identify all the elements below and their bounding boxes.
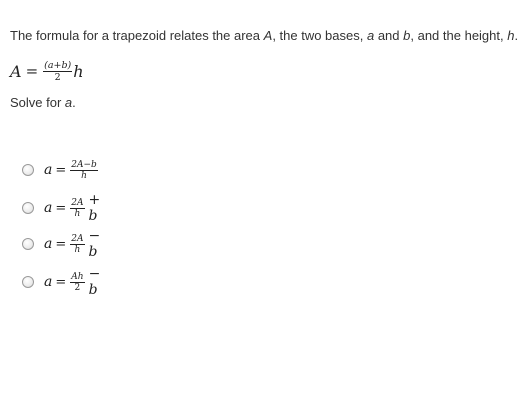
option-var: a <box>44 200 53 216</box>
question-mid3: , and the height, <box>410 28 508 43</box>
option-denominator: h <box>74 244 81 255</box>
formula-denominator: 2 <box>54 71 61 83</box>
answer-option-3[interactable] <box>22 228 101 260</box>
question-text <box>10 28 518 44</box>
option-expression <box>44 228 100 260</box>
question-prefix: The formula for a trapezoid relates the area <box>10 28 264 43</box>
trapezoid-formula <box>10 56 84 86</box>
var-area: A <box>263 28 273 43</box>
question-mid2: and <box>374 28 404 43</box>
solve-prefix: Solve for <box>10 95 65 110</box>
var-base-a: a <box>366 28 375 43</box>
option-var: a <box>44 162 53 178</box>
option-numerator: Ah <box>71 271 84 282</box>
answer-option-1[interactable] <box>22 158 102 182</box>
formula-factor: h <box>73 61 84 81</box>
option-expression <box>44 266 100 298</box>
option-var: a <box>44 274 53 290</box>
option-equals: = <box>55 274 67 290</box>
option-fraction <box>70 198 84 219</box>
radio-button[interactable] <box>22 164 34 176</box>
option-tail: − b <box>88 228 101 260</box>
option-equals: = <box>55 236 67 252</box>
option-numerator: 2A <box>71 197 84 208</box>
option-denominator: 2 <box>74 282 81 293</box>
option-equals: = <box>55 200 67 216</box>
radio-button[interactable] <box>22 202 34 214</box>
radio-button[interactable] <box>22 276 34 288</box>
answer-option-2[interactable] <box>22 192 101 224</box>
option-var: a <box>44 236 53 252</box>
option-tail: + b <box>88 192 101 224</box>
option-expression <box>44 160 102 181</box>
question-mid1: , the two bases, <box>272 28 367 43</box>
radio-button[interactable] <box>22 238 34 250</box>
question-suffix: . <box>514 28 519 43</box>
solve-suffix: . <box>72 95 76 110</box>
option-tail: − b <box>88 266 101 298</box>
option-fraction <box>70 272 84 293</box>
var-base-b: b <box>403 28 411 43</box>
option-equals: = <box>55 162 67 178</box>
option-denominator: h <box>81 170 87 181</box>
formula-numerator: (a+b) <box>44 59 72 71</box>
formula-equals: = <box>25 62 39 80</box>
var-height: h <box>507 28 515 43</box>
formula-lhs: A <box>10 61 22 81</box>
option-expression <box>44 192 100 224</box>
solve-var: a <box>64 95 73 110</box>
option-numerator: 2A <box>71 233 84 244</box>
option-fraction <box>70 160 98 181</box>
option-fraction <box>70 234 84 255</box>
solve-instruction <box>10 95 76 111</box>
option-numerator: 2A−b <box>71 159 97 170</box>
formula-fraction <box>43 60 72 83</box>
answer-option-4[interactable] <box>22 266 101 298</box>
option-denominator: h <box>74 208 81 219</box>
